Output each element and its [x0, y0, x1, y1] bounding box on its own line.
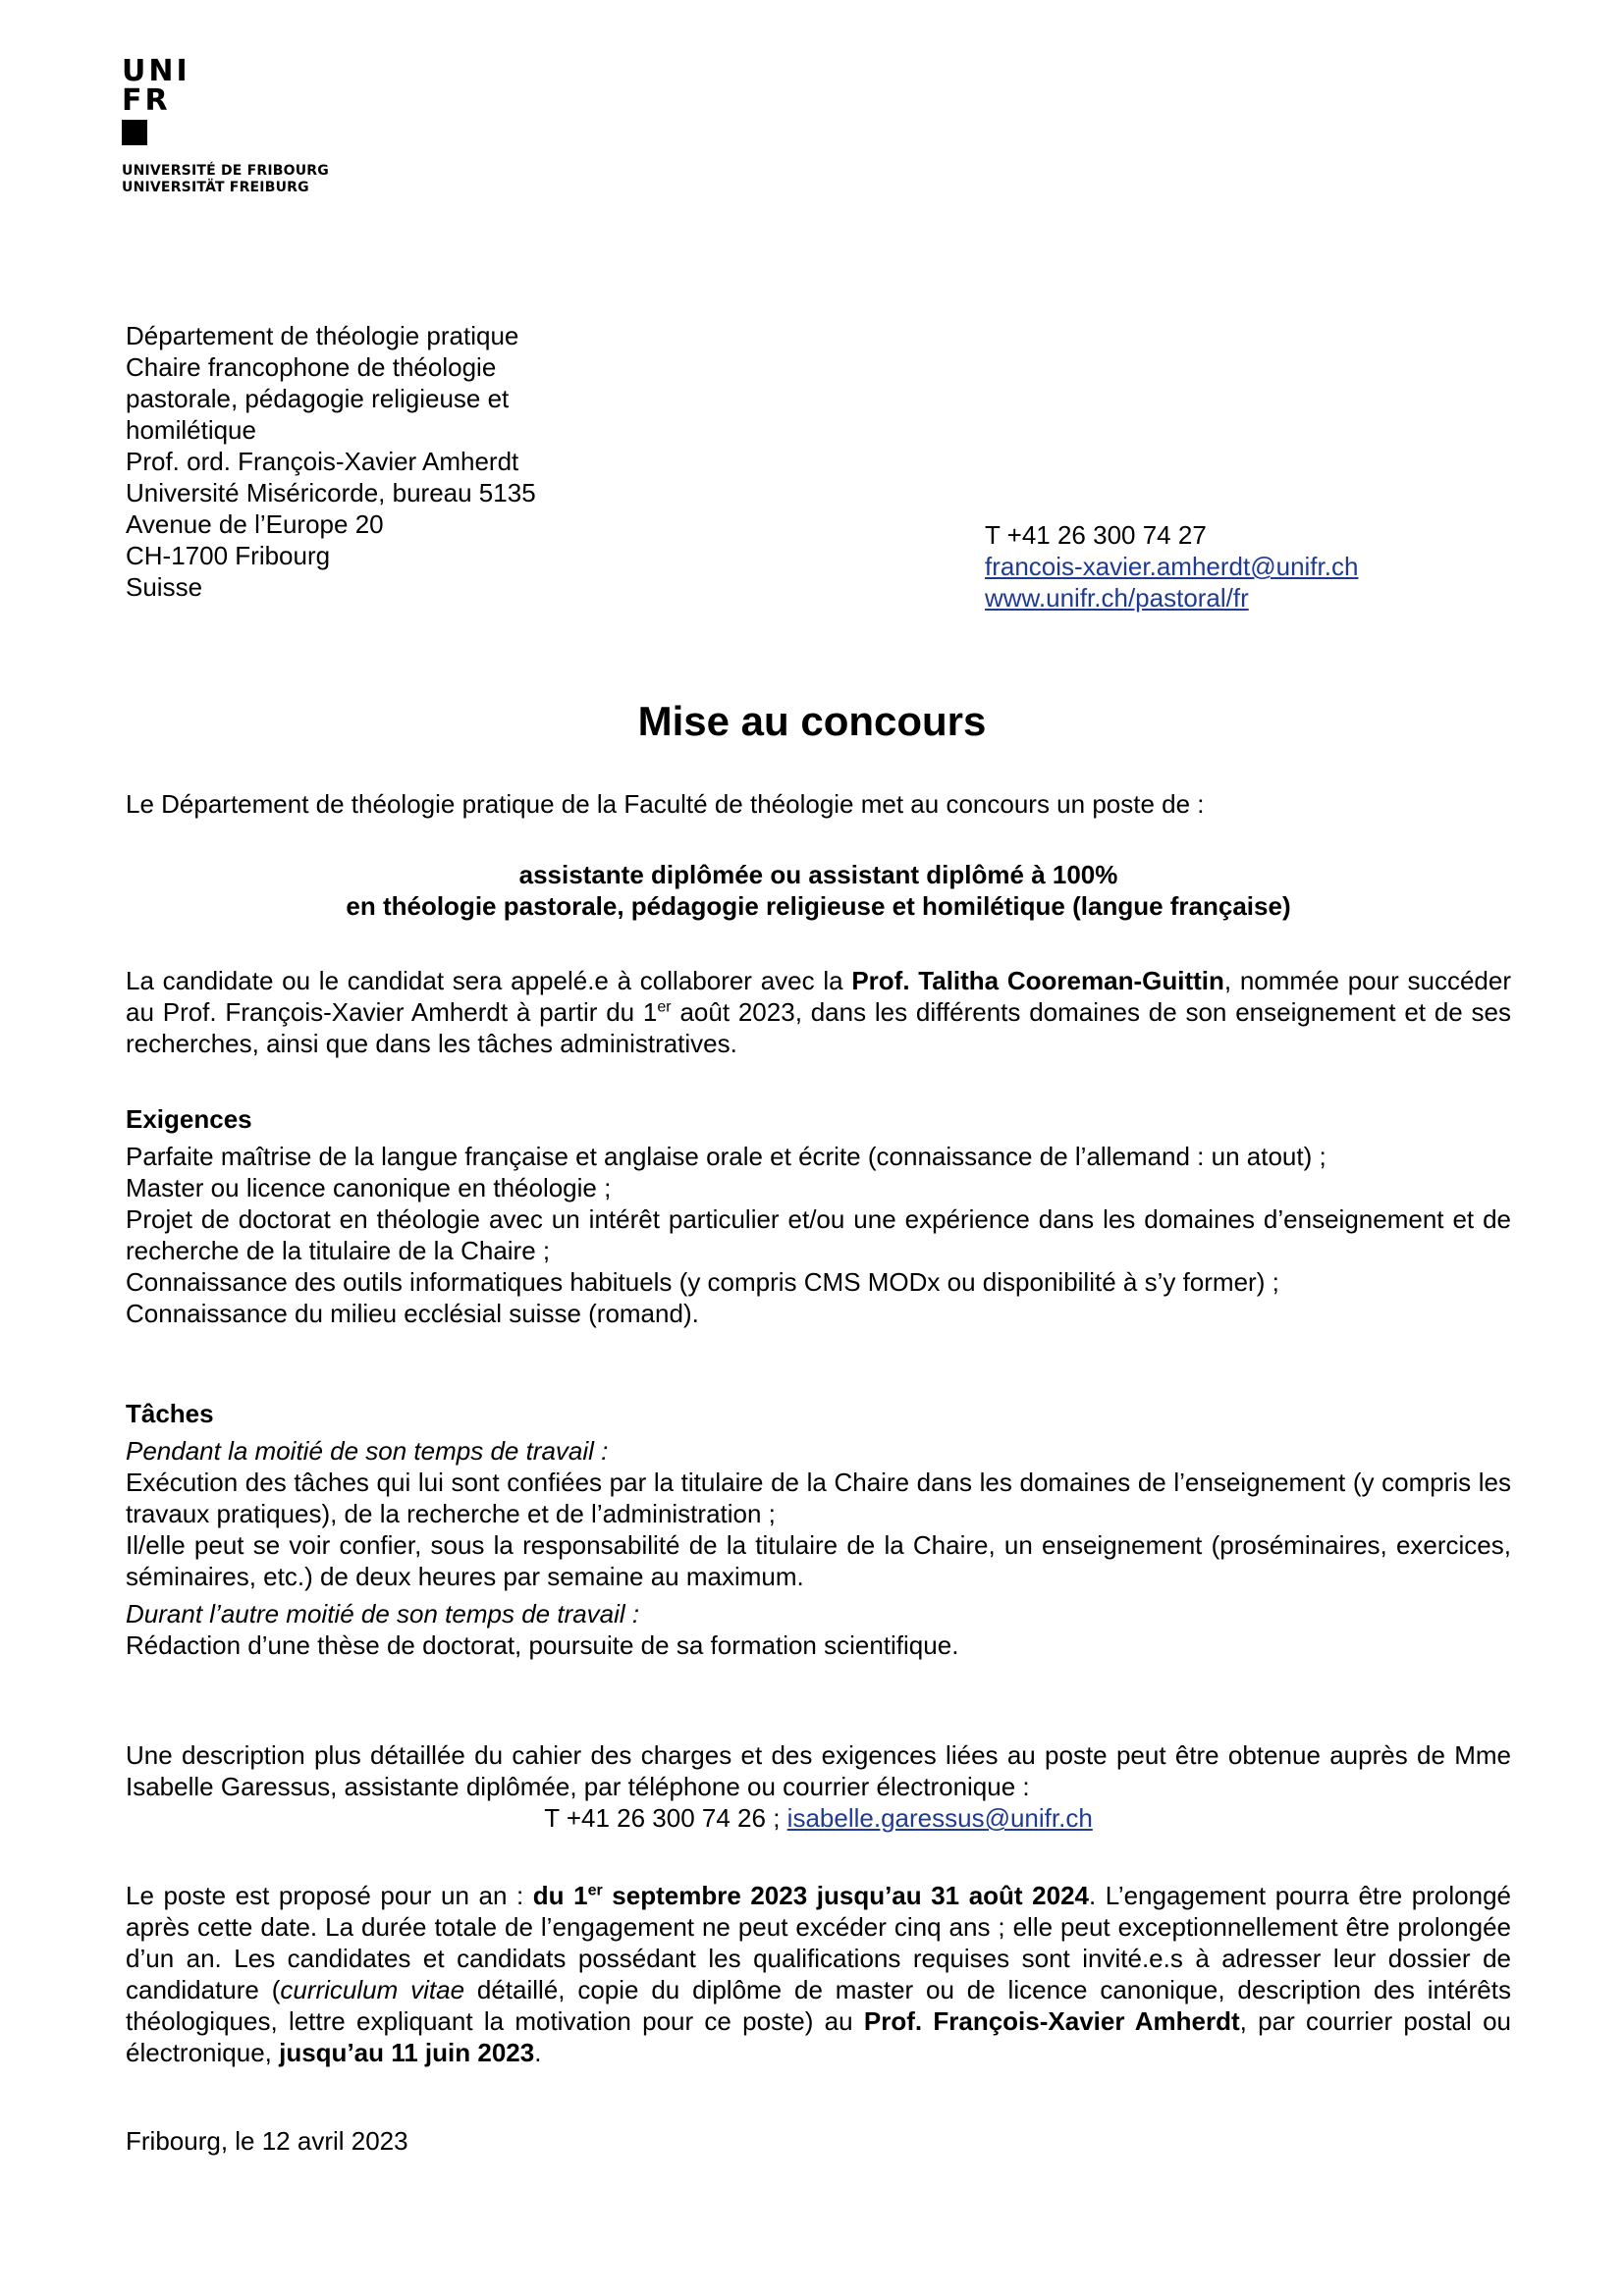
logo-names: [122, 163, 329, 196]
requirement-item: Master ou licence canonique en théologie ;: [126, 1173, 612, 1202]
sender-line: homilétique: [126, 415, 256, 445]
position-line2: en théologie pastorale, pédagogie religieuse et homilétique (langue française): [346, 891, 1291, 921]
offer-text-3: détaillé, copie du diplôme de master ou de licence canonique, description des intérêts théologiques, lettre expliquant la motivation pour ce poste) au: [126, 1975, 1511, 2036]
requirement-item: Connaissance du milieu ecclésial suisse (romand).: [126, 1299, 699, 1328]
contact-info: [985, 519, 1358, 614]
offer-cv: curriculum vitae: [280, 1975, 465, 2004]
position-block: [126, 859, 1511, 922]
role-text-mid: , nommée pour succéder au Prof. François-Xavier Amherdt à partir du 1: [126, 966, 1511, 1027]
task-item: Il/elle peut se voir confier, sous la responsabilité de la titulaire de la Chaire, un enseignement (proséminaires, exercices, séminaires, etc.) de deux heures par semaine au maximum.: [126, 1530, 1511, 1591]
task-item: Exécution des tâches qui lui sont confiées par la titulaire de la Chaire dans les domaines de l’enseignement (y compris les travaux pratiques), de la recherche et de l’administration ;: [126, 1468, 1511, 1528]
offer-period-sup: er: [587, 1882, 603, 1899]
contact-web-link[interactable]: www.unifr.ch/pastoral/fr: [985, 583, 1249, 613]
description-text: Une description plus détaillée du cahier des charges et des exigences liées au poste peut être obtenue auprès de Mme Isabelle Garessus, assistante diplômée, par téléphone ou courrier électronique :: [126, 1740, 1511, 1801]
sender-line: pastorale, pédagogie religieuse et: [126, 384, 510, 413]
role-professor: Prof. Talitha Cooreman-Guittin: [851, 966, 1224, 995]
offer-professor: Prof. François-Xavier Amherdt: [863, 2006, 1240, 2036]
university-name-fr: UNIVERSITÉ DE FRIBOURG: [122, 163, 329, 179]
tasks-section: [126, 1398, 1511, 1661]
offer-text-4: , par courrier postal ou électronique,: [126, 2006, 1511, 2067]
tasks-part1-label: Pendant la moitié de son temps de travail :: [126, 1436, 609, 1466]
description-contact: [126, 1802, 1511, 1834]
sender-line: Université Miséricorde, bureau 5135: [126, 478, 536, 507]
offer-paragraph: [126, 1880, 1511, 2068]
logo-mark-line2: FR: [122, 83, 171, 118]
logo-mark-line1: UNI: [122, 54, 190, 88]
university-logo: [122, 54, 329, 196]
date-line: Fribourg, le 12 avril 2023: [126, 2126, 408, 2156]
tasks-part2-label: Durant l’autre moitié de son temps de travail :: [126, 1599, 640, 1629]
page-title: Mise au concours: [637, 698, 987, 744]
sender-line: Prof. ord. François-Xavier Amherdt: [126, 447, 519, 476]
contact-phone: T +41 26 300 74 27: [985, 520, 1207, 550]
requirements-section: [126, 1103, 1511, 1329]
requirement-item: Projet de doctorat en théologie avec un intérêt particulier et/ou une expérience dans les domaines d’enseignement et de recherche de la titulaire de la Chaire ;: [126, 1204, 1511, 1265]
role-paragraph: [126, 965, 1511, 1059]
offer-deadline: jusqu’au 11 juin 2023: [279, 2038, 535, 2067]
task-item: Rédaction d’une thèse de doctorat, poursuite de sa formation scientifique.: [126, 1630, 959, 1660]
sender-line: Département de théologie pratique: [126, 321, 519, 350]
offer-text-5: .: [534, 2038, 542, 2067]
description-email-link[interactable]: isabelle.garessus@unifr.ch: [786, 1803, 1093, 1833]
sender-line: Chaire francophone de théologie: [126, 352, 497, 382]
sender-line: Suisse: [126, 572, 203, 602]
logo-square-icon: [122, 120, 147, 145]
requirement-item: Parfaite maîtrise de la langue française et anglaise orale et écrite (connaissance de l’allemand : un atout) ;: [126, 1142, 1326, 1171]
description-section: [126, 1739, 1511, 1834]
offer-period-end: septembre 2023 jusqu’au 31 août 2024: [602, 1881, 1089, 1910]
offer-text-1: Le poste est proposé pour un an :: [126, 1881, 533, 1910]
requirements-heading: Exigences: [126, 1104, 252, 1134]
offer-period-start: du 1: [532, 1881, 588, 1910]
sender-address: [126, 320, 676, 603]
position-line1: assistante diplômée ou assistant diplômé à 100%: [518, 860, 1118, 889]
offer-text-2: . L’engagement pourra être prolongé après cette date. La durée totale de l’engagement ne peut excéder cinq ans ; elle peut exceptionnellement être prolongée d’un an. Les candidates et candidats possédant les qualifications requises sont invité.e.s à adresser leur dossier de candidature (: [126, 1881, 1512, 2004]
intro-paragraph: Le Département de théologie pratique de la Faculté de théologie met au concours un poste de :: [126, 789, 1205, 819]
sender-line: CH-1700 Fribourg: [126, 541, 331, 570]
sender-line: Avenue de l’Europe 20: [126, 509, 384, 539]
university-name-de: UNIVERSITÄT FREIBURG: [122, 180, 309, 195]
logo-mark: [122, 54, 329, 145]
role-text-pre: La candidate ou le candidat sera appelé.e à collaborer avec la: [126, 966, 852, 995]
role-text-post: août 2023, dans les différents domaines de son enseignement et de ses recherches, ainsi que dans les tâches administratives.: [126, 997, 1511, 1058]
description-phone: T +41 26 300 74 26 ;: [544, 1803, 781, 1833]
role-sup: er: [657, 998, 672, 1016]
tasks-heading: Tâches: [126, 1399, 214, 1428]
requirement-item: Connaissance des outils informatiques habituels (y compris CMS MODx ou disponibilité à s’y former) ;: [126, 1267, 1279, 1297]
contact-email-link[interactable]: francois-xavier.amherdt@unifr.ch: [985, 552, 1359, 581]
